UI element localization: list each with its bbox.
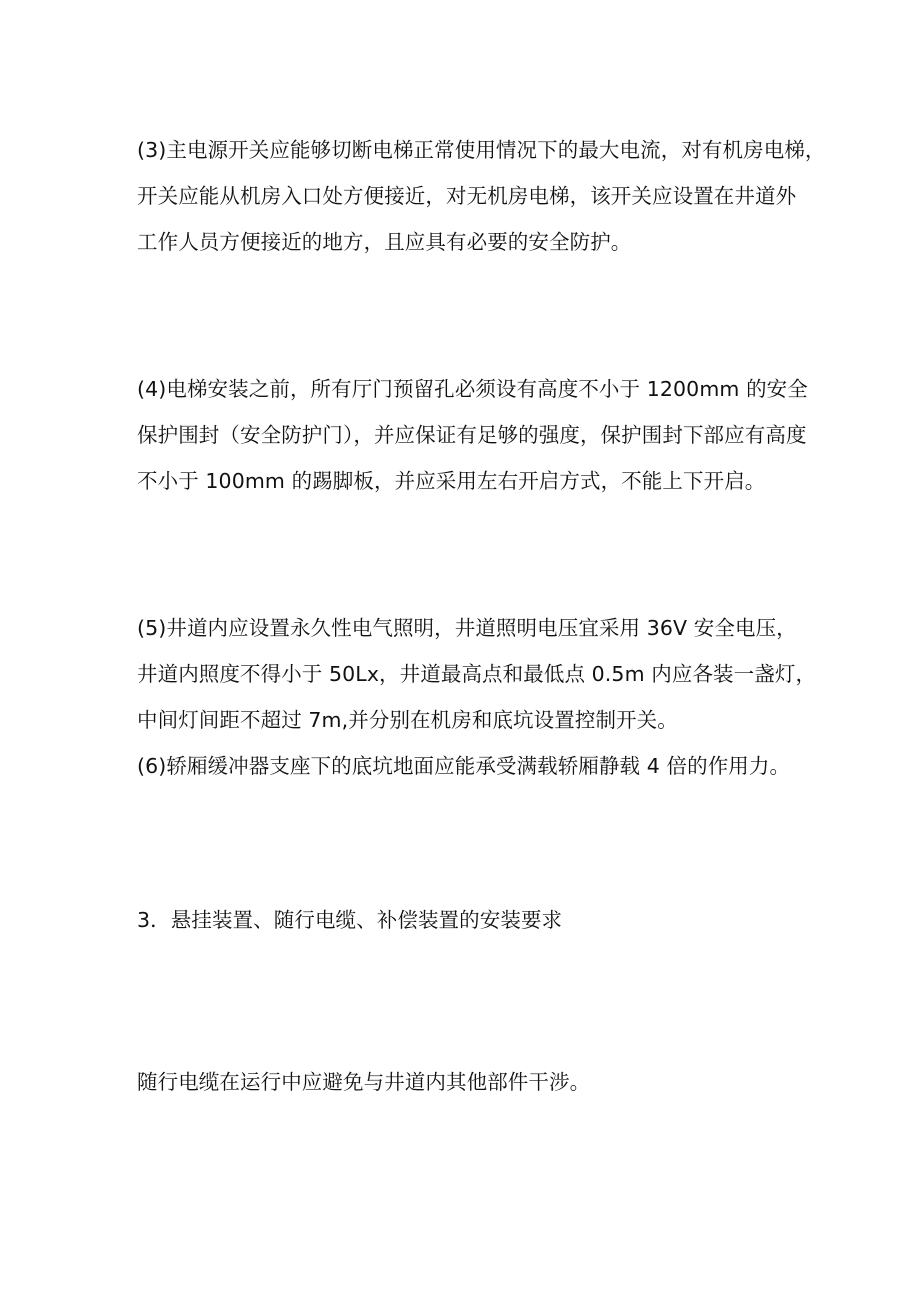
paragraph-6: (6)轿厢缓冲器支座下的底坑地面应能承受满载轿厢静载 4 倍的作用力。 xyxy=(137,754,791,778)
paragraph-5-line-1: (5)井道内应设置永久性电气照明，井道照明电压宜采用 36V 安全电压， xyxy=(137,616,797,640)
paragraph-3-line-1: (3)主电源开关应能够切断电梯正常使用情况下的最大电流，对有机房电梯， xyxy=(137,138,826,162)
paragraph-cable: 随行电缆在运行中应避免与井道内其他部件干涉。 xyxy=(137,1070,591,1094)
paragraph-4-line-3: 不小于 100mm 的踢脚板，并应采用左右开启方式，不能上下开启。 xyxy=(137,469,766,493)
paragraph-3-line-2: 开关应能从机房入口处方便接近，对无机房电梯，该开关应设置在井道外 xyxy=(137,184,797,208)
paragraph-4-line-1: (4)电梯安装之前，所有厅门预留孔必须设有高度不小于 1200mm 的安全 xyxy=(137,377,808,401)
paragraph-3-line-3: 工作人员方便接近的地方，且应具有必要的安全防护。 xyxy=(137,230,632,254)
paragraph-4-line-2: 保护围封（安全防护门），并应保证有足够的强度，保护围封下部应有高度 xyxy=(137,423,807,447)
paragraph-5-line-3: 中间灯间距不超过 7m,并分别在机房和底坑设置控制开关。 xyxy=(137,708,678,732)
paragraph-5-line-2: 井道内照度不得小于 50Lx，井道最高点和最低点 0.5m 内应各装一盏灯， xyxy=(137,662,817,686)
section-heading: 3．悬挂装置、随行电缆、补偿装置的安装要求 xyxy=(137,908,563,932)
